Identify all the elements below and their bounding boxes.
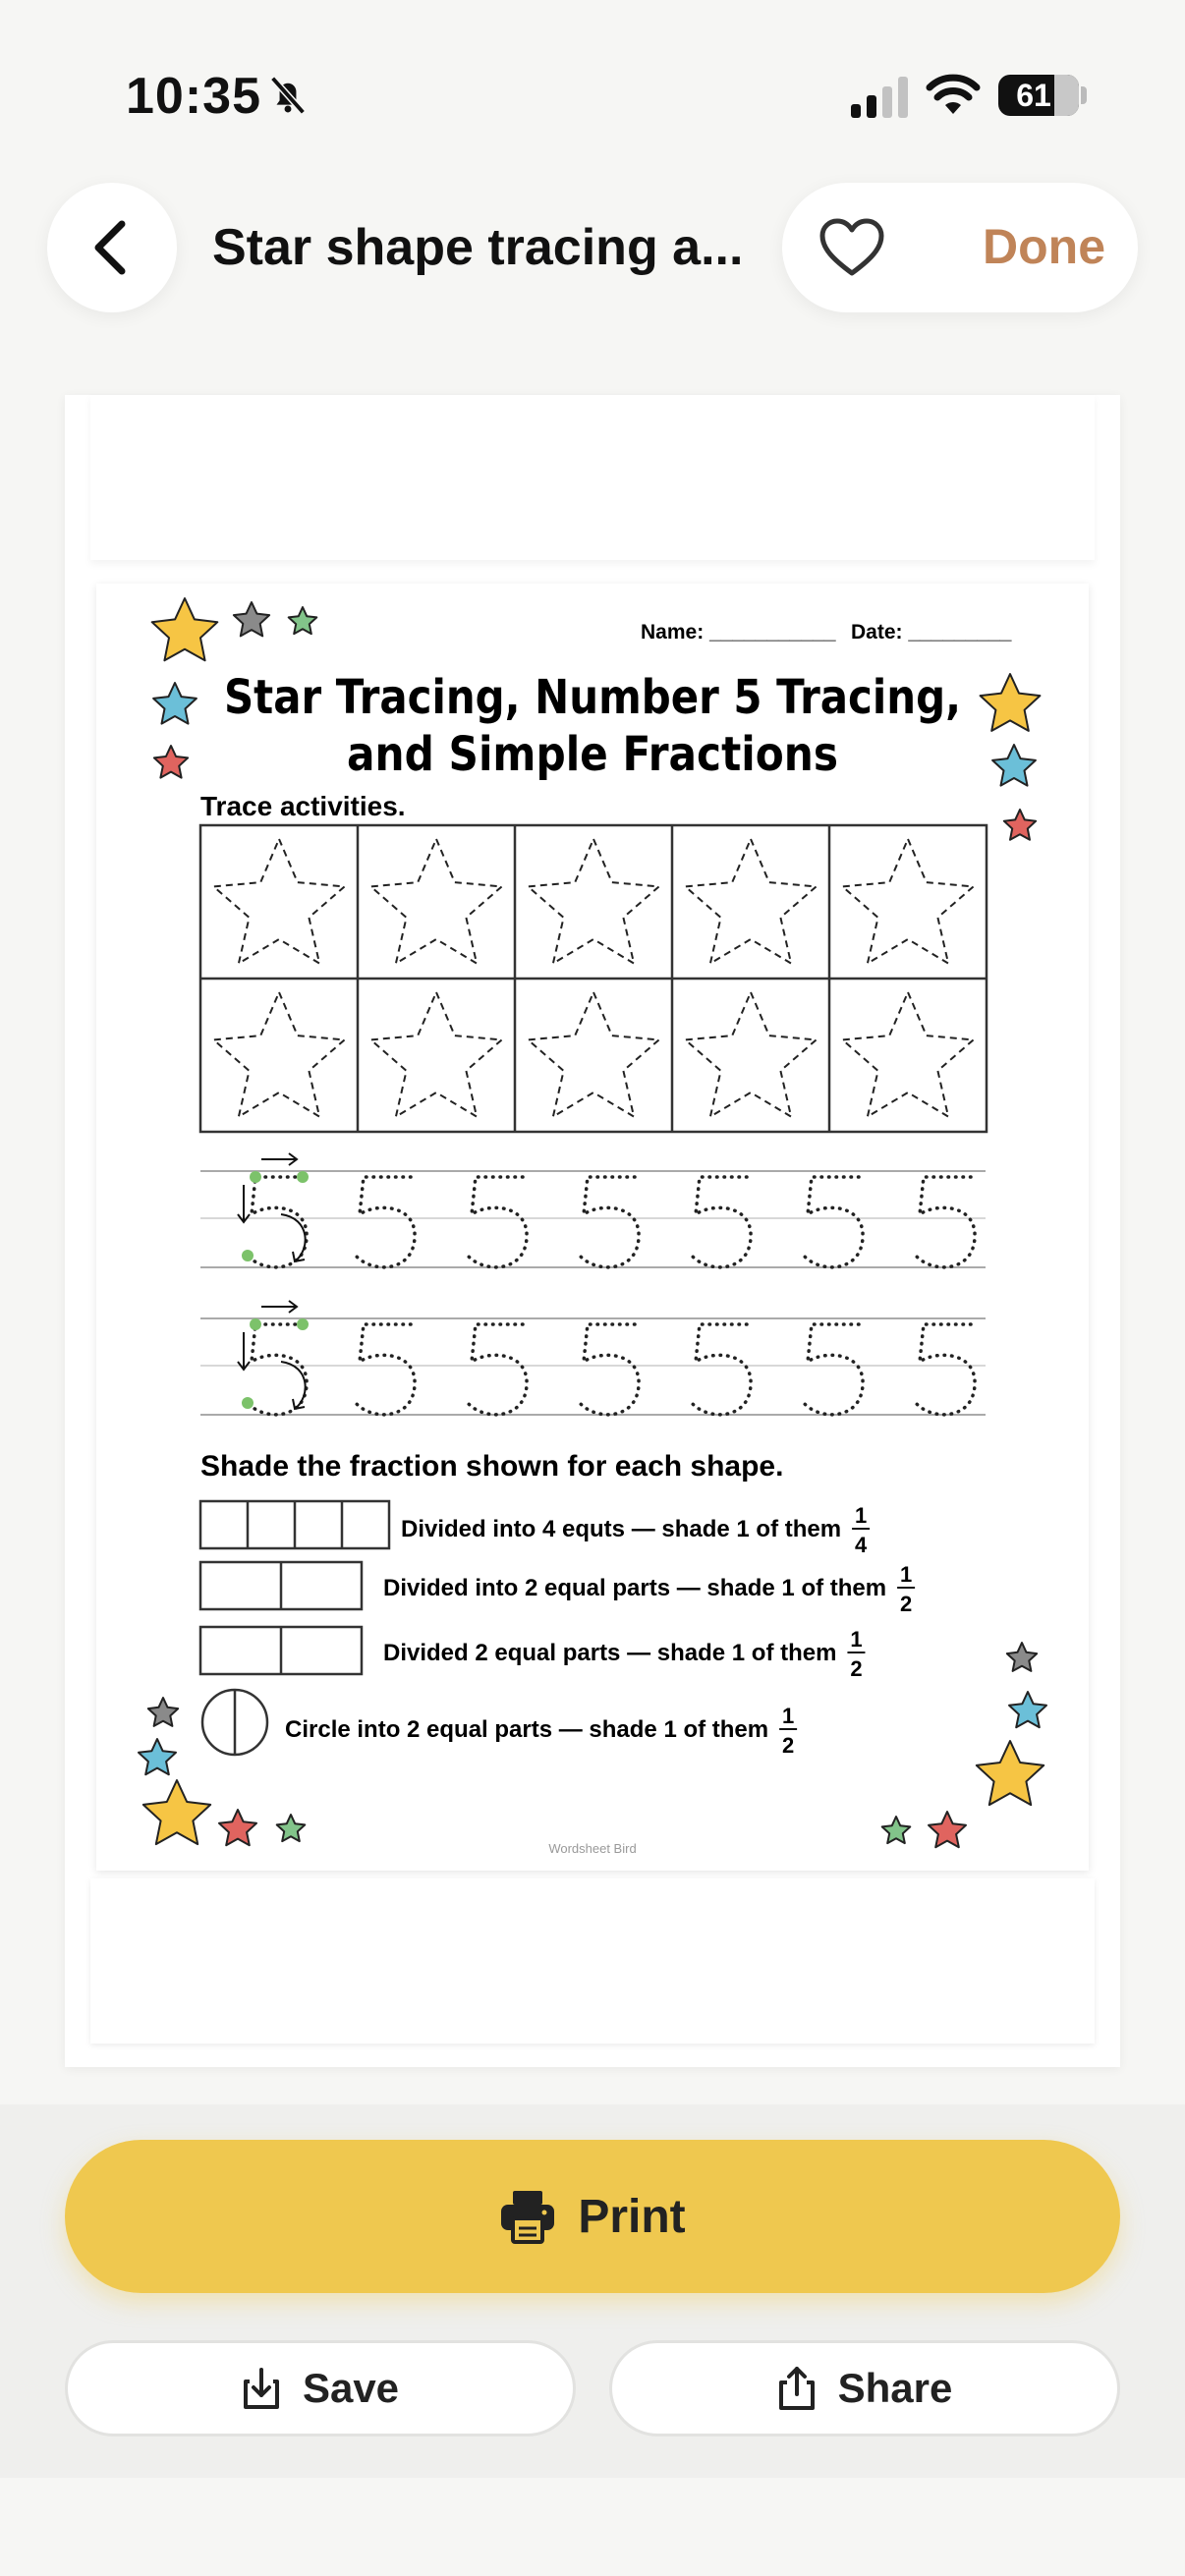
- dotted-digit-five: [580, 1177, 639, 1267]
- back-button[interactable]: [47, 183, 177, 312]
- trace-heading: Trace activities.: [200, 791, 406, 821]
- dotted-digit-five: [804, 1324, 863, 1415]
- worksheet-title-line1: Star Tracing, Number 5 Tracing,: [224, 670, 961, 725]
- decorative-star-icon: [882, 1817, 911, 1843]
- document-preview[interactable]: [65, 395, 1120, 2067]
- dashed-star-tracing: [370, 839, 501, 964]
- fraction-instruction: Divided into 2 equal parts — shade 1 of them: [383, 1575, 887, 1601]
- decorative-star-icon: [152, 598, 218, 660]
- status-time: 10:35: [126, 68, 261, 125]
- decorative-star-icon: [289, 607, 317, 634]
- save-label: Save: [302, 2365, 400, 2411]
- decorative-star-icon: [1007, 1643, 1037, 1671]
- decorative-star-icon: [143, 1780, 210, 1844]
- dotted-digit-five: [692, 1324, 751, 1415]
- fraction-instruction: Divided 2 equal parts — shade 1 of them: [383, 1640, 837, 1666]
- battery-icon: [998, 75, 1079, 116]
- decorative-star-icon: [234, 602, 269, 636]
- decorative-star-icon: [1009, 1692, 1046, 1727]
- printer-icon: [499, 2189, 556, 2244]
- fraction-instruction: Divided into 4 equts — shade 1 of them: [401, 1516, 842, 1542]
- fraction-instruction: Circle into 2 equal parts — shade 1 of them: [285, 1716, 769, 1743]
- cellular-signal-icon: [851, 77, 908, 118]
- next-page: [90, 1878, 1095, 2044]
- start-dot: [250, 1171, 261, 1183]
- save-button[interactable]: [65, 2340, 576, 2436]
- decorative-star-icon: [148, 1698, 178, 1726]
- fraction-numerator: 1: [854, 1503, 868, 1528]
- worksheet-page: [96, 584, 1089, 1871]
- worksheet-title-line2: and Simple Fractions: [347, 727, 838, 782]
- dotted-digit-five: [356, 1177, 415, 1267]
- wifi-icon: [926, 71, 981, 116]
- fraction-denominator: 2: [899, 1592, 913, 1616]
- download-icon: [242, 2366, 281, 2411]
- done-button[interactable]: Done: [983, 219, 1105, 274]
- dashed-star-tracing: [213, 839, 344, 964]
- decorative-star-icon: [1004, 810, 1036, 840]
- fraction-denominator: 4: [854, 1533, 868, 1557]
- previous-page: [90, 395, 1095, 560]
- dashed-star-tracing: [842, 839, 973, 964]
- print-button[interactable]: [65, 2140, 1120, 2293]
- chevron-left-icon: [86, 218, 138, 277]
- worksheet-footer: Wordsheet Bird: [548, 1841, 637, 1856]
- start-dot: [297, 1171, 309, 1183]
- dashed-star-tracing: [213, 992, 344, 1117]
- share-icon: [777, 2365, 817, 2412]
- decorative-star-icon: [977, 1741, 1044, 1805]
- heart-icon[interactable]: [818, 216, 886, 279]
- dotted-digit-five: [804, 1177, 863, 1267]
- decorative-star-icon: [277, 1815, 306, 1841]
- decorative-star-icon: [981, 674, 1041, 731]
- worksheet-canvas: [96, 584, 1089, 1871]
- dotted-digit-five: [468, 1177, 527, 1267]
- decorative-star-icon: [219, 1810, 256, 1845]
- bell-slash-icon: [265, 73, 310, 118]
- direction-arrow-icon: [261, 1301, 297, 1313]
- dotted-digit-five: [356, 1324, 415, 1415]
- fraction-numerator: 1: [850, 1627, 863, 1652]
- dashed-star-tracing: [685, 839, 816, 964]
- fraction-numerator: 1: [899, 1562, 913, 1587]
- fraction-heading: Shade the fraction shown for each shape.: [200, 1450, 784, 1483]
- end-dot: [242, 1397, 254, 1409]
- battery-percentage: 61: [1016, 78, 1051, 113]
- name-label: Name: ___________: [641, 621, 836, 644]
- dashed-star-tracing: [370, 992, 501, 1117]
- fraction-denominator: 2: [850, 1656, 863, 1681]
- dashed-star-tracing: [528, 839, 658, 964]
- end-dot: [242, 1250, 254, 1261]
- print-label: Print: [578, 2190, 686, 2243]
- date-label: Date: _________: [851, 621, 1012, 644]
- dashed-star-tracing: [685, 992, 816, 1117]
- decorative-star-icon: [153, 683, 197, 724]
- start-dot: [250, 1318, 261, 1330]
- decorative-star-icon: [139, 1739, 176, 1774]
- decorative-star-icon: [992, 745, 1036, 786]
- direction-arrow-icon: [238, 1332, 250, 1370]
- dotted-digit-five: [916, 1324, 975, 1415]
- dotted-digit-five: [916, 1177, 975, 1267]
- decorative-star-icon: [929, 1812, 966, 1847]
- dashed-star-tracing: [842, 992, 973, 1117]
- status-bar: [0, 0, 1185, 196]
- battery-cap: [1081, 86, 1087, 104]
- document-title: Star shape tracing a...: [212, 219, 743, 276]
- direction-arrow-icon: [261, 1153, 297, 1165]
- fraction-denominator: 2: [782, 1733, 795, 1758]
- header-actions: [782, 183, 1138, 312]
- decorative-star-icon: [154, 746, 188, 778]
- dashed-star-tracing: [528, 992, 658, 1117]
- share-label: Share: [837, 2365, 953, 2411]
- share-button[interactable]: [609, 2340, 1120, 2436]
- fraction-numerator: 1: [782, 1704, 795, 1728]
- dotted-digit-five: [692, 1177, 751, 1267]
- start-dot: [297, 1318, 309, 1330]
- dotted-digit-five: [580, 1324, 639, 1415]
- direction-arrow-icon: [238, 1185, 250, 1222]
- dotted-digit-five: [468, 1324, 527, 1415]
